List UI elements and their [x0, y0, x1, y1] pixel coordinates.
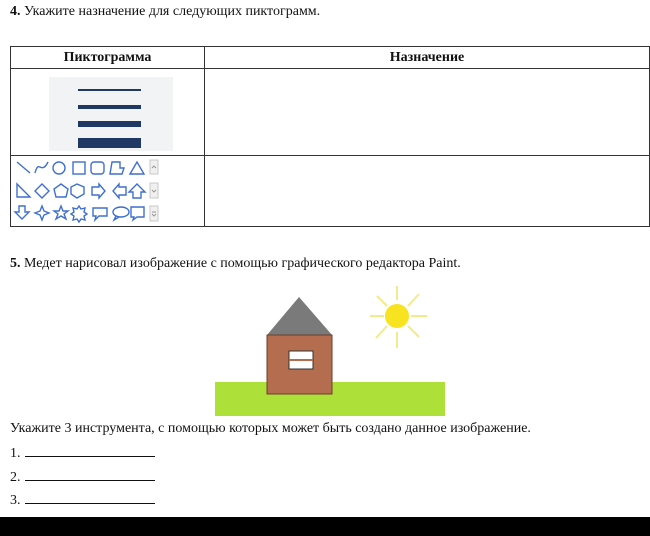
answer-line-2[interactable] [10, 468, 155, 486]
answer-line-1[interactable] [10, 444, 155, 462]
house-roof [267, 297, 332, 335]
answer-line-3[interactable] [10, 491, 155, 509]
question-4-number: 4. [10, 4, 21, 19]
paint-drawing [200, 282, 450, 418]
table-row [11, 69, 650, 156]
sun [370, 286, 427, 348]
answer-label: 1. [10, 446, 21, 461]
answer-label: 3. [10, 493, 21, 508]
question-5 [10, 256, 461, 272]
line-width-icon [11, 69, 204, 155]
table-row [11, 156, 650, 227]
question-4-text: Укажите назначение для следующих пиктограмм. [24, 4, 321, 19]
answer-label: 2. [10, 470, 21, 485]
question-4 [10, 4, 320, 20]
header-purpose: Назначение [205, 47, 650, 69]
icon-cell [11, 69, 205, 156]
icons-table [10, 46, 650, 227]
table-header-row [11, 47, 650, 69]
question-5-number: 5. [10, 256, 21, 271]
purpose-cell[interactable] [205, 156, 650, 227]
purpose-cell[interactable] [205, 69, 650, 156]
bottom-bar [0, 517, 650, 536]
task-text: Укажите 3 инструмента, с помощью которых может быть создано данное изображение. [10, 421, 531, 436]
icon-cell [11, 156, 205, 227]
header-icon: Пиктограмма [11, 47, 205, 69]
shapes-gallery-icon [11, 156, 204, 226]
question-5-text: Медет нарисовал изображение с помощью графического редактора Paint. [24, 256, 461, 271]
